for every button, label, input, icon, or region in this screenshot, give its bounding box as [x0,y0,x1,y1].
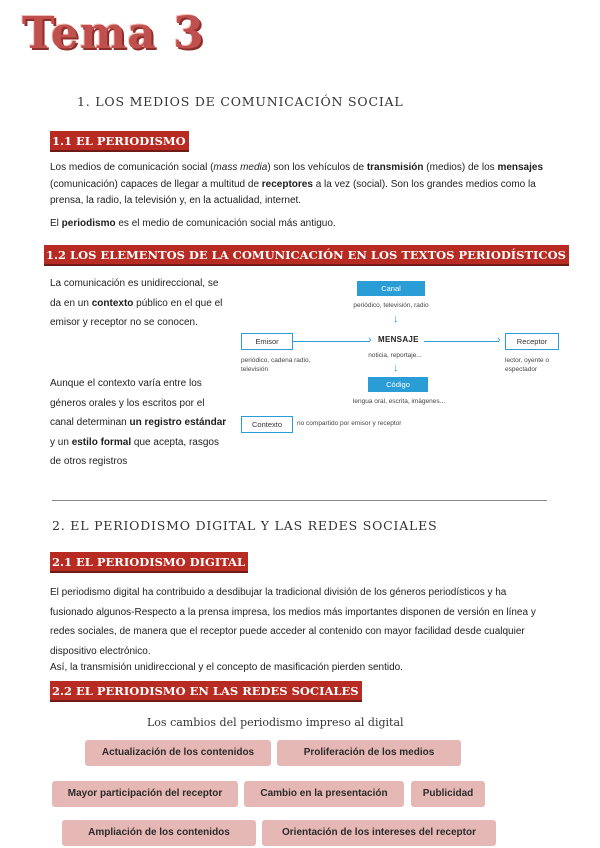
section-1-title: 1. LOS MEDIOS DE COMUNICACIÓN SOCIAL [77,94,404,109]
diagram-contexto-desc: no compartido por emisor y receptor [297,420,402,427]
section-2-title: 2. EL PERIODISMO DIGITAL Y LAS REDES SOCIALES [52,518,438,533]
paragraph-periodismo: El periodismo es el medio de comunicación social más antiguo. [50,218,336,229]
diagram-codigo-box: Código [368,377,428,392]
diagram-contexto-box: Contexto [241,416,293,433]
paragraph-masificacion: Así, la transmisión unidireccional y el concepto de masificación pierden sentido. [50,662,403,673]
diagram-mensaje-desc: noticia, reportaje... [368,352,422,359]
arrow-down-icon: ↓ [393,362,399,374]
pill-orientacion: Orientación de los intereses del receptor [262,820,496,846]
pill-actualizacion: Actualización de los contenidos [85,740,271,766]
diagram-canal-box: Canal [357,281,425,296]
subsection-2-1-title: 2.1 EL PERIODISMO DIGITAL [50,552,248,573]
pill-mayor-participacion: Mayor participación del receptor [52,781,238,807]
diagram-line-right [424,341,499,342]
diagram-canal-desc: periódico, televisión, radio [353,302,429,309]
pill-cambio-presentacion: Cambio en la presentación [244,781,404,807]
arrow-down-icon: ↓ [393,313,399,325]
diagram-receptor-desc: lector, oyente o espectador [505,357,550,373]
arrow-right-icon: › [497,334,501,346]
diagram-emisor-box: Emisor [241,333,293,350]
diagram-line-left [292,341,370,342]
subsection-2-2-title: 2.2 EL PERIODISMO EN LAS REDES SOCIALES [50,681,362,702]
diagram-mensaje-label: MENSAJE [378,335,419,344]
diagram-emisor-desc: periódico, cadena radio, televisión [241,357,311,373]
page-heading: Tema 3 [22,8,205,59]
paragraph-periodismo-digital: El periodismo digital ha contribuido a desdibujar la tradicional división de los géneros periodísticos y ha fusionado algunos-Respecto a la prensa impresa, los medios más importantes disponen de versión en línea y redes sociales, de manera que el receptor puede acceder al contenido con mayor facilidad desde cualquier dispositivo electrónico. [50,587,536,657]
subsection-1-1-title: 1.1 EL PERIODISMO [50,131,189,152]
paragraph-registro: Aunque el contexto varía entre los géneros orales y los escritos por el canal determinan un registro estándar y un estilo formal que acepta, rasgos de otros registros [50,378,227,467]
diagram-codigo-desc: lengua oral, escrita, imágenes... [352,398,446,405]
pill-publicidad: Publicidad [411,781,485,807]
section-divider [52,500,547,501]
pill-proliferacion: Proliferación de los medios [277,740,461,766]
changes-caption: Los cambios del periodismo impreso al digital [147,716,404,729]
paragraph-unidireccional: La comunicación es unidireccional, se da en un contexto público en el que el emisor y receptor no se conocen. [50,278,223,328]
subsection-1-2-title: 1.2 LOS ELEMENTOS DE LA COMUNICACIÓN EN LOS TEXTOS PERIODÍSTICOS [44,245,569,266]
paragraph-mass-media: Los medios de comunicación social (mass media) son los vehículos de transmisión (medios) de los mensajes (comunicación) capaces de llegar a multitud de receptores a la vez (social). Son los grandes medios como la prensa, la radio, la televisión y, en la actualidad, internet. [50,162,544,206]
arrow-right-icon: › [368,334,372,346]
diagram-receptor-box: Receptor [505,333,559,350]
pill-ampliacion: Ampliación de los contenidos [62,820,256,846]
